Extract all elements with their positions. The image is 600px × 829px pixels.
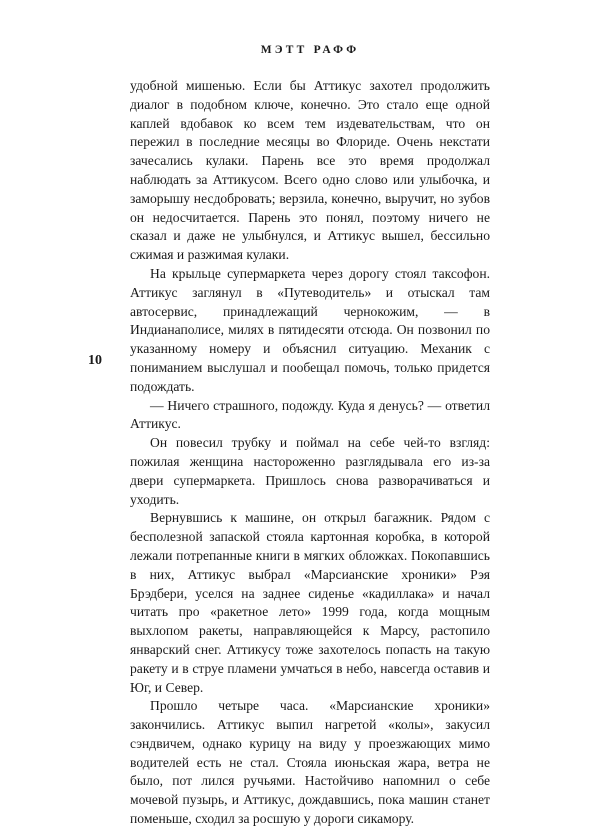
paragraph-2: На крыльце супермаркета через дорогу стоял таксофон. Аттикус заглянул в «Путеводитель» и отыскал там автосервис, принадлежащий чернокожим, — в Индианаполисе, милях в пятидесяти отсюда. Он позвонил по указанному номеру и объяснил ситуацию. Механик с пониманием выслушал и пообещал помочь, только придется подождать. xyxy=(130,265,490,394)
paragraph-5: Вернувшись к машине, он открыл багажник. Рядом с бесполезной запаской стояла картонная коробка, в которой лежали потрепанные книги в мягких обложках. Покопавшись в них, Аттикус выбрал «Марсианские хроники» Рэя Брэдбери, уселся на заднее сиденье «кадиллака» и начал читать про «ракетное лето» 1999 года, когда мощным выхлопом ракеты, направляющейся к Марсу, растопило январский снег. Аттикусу тоже захотелось попасть на такую ракету и в струе пламени умчаться в небо, навсегда оставив и Юг, и Север. xyxy=(130,510,490,695)
paragraph-6: Прошло четыре часа. «Марсианские хроники» закончились. Аттикус выпил нагретой «колы», закусил сэндвичем, однако курицу на виду у проезжающих мимо водителей есть не стал. Стояла июньская жара, ветра не было, пот лился ручьями. Настойчиво напомнил о себе мочевой пузырь, и Аттикус, дождавшись, пока машин станет поменьше, сходил за росшую у дороги сикамору. xyxy=(130,698,490,827)
paragraph-1: удобной мишенью. Если бы Аттикус захотел продолжить диалог в подобном ключе, конечно. Это стало еще одной каплей вдобавок ко всем тем издевательствам, что он пережил в последние месяцы во Флориде. Очень некстати зачесались кулаки. Парень все это время продолжал наблюдать за Аттикусом. Всего одно слово или улыбочка, и заморышу несдобровать; верзила, конечно, выручит, но зубов он недосчитается. Парень это понял, поэтому ничего не сказал и даже не улыбнулся, и Аттикус вышел, бессильно сжимая и разжимая кулаки. xyxy=(130,78,490,263)
body-text xyxy=(130,77,490,829)
paragraph-4: Он повесил трубку и поймал на себе чей-то взгляд: пожилая женщина настороженно разглядывала его из-за двери супермаркета. Пришлось снова разворачиваться и уходить. xyxy=(130,435,490,507)
running-header: МЭТТ РАФФ xyxy=(260,44,360,56)
page-number: 10 xyxy=(88,353,102,368)
paragraph-3: — Ничего страшного, подожду. Куда я денусь? — ответил Аттикус. xyxy=(130,397,490,432)
